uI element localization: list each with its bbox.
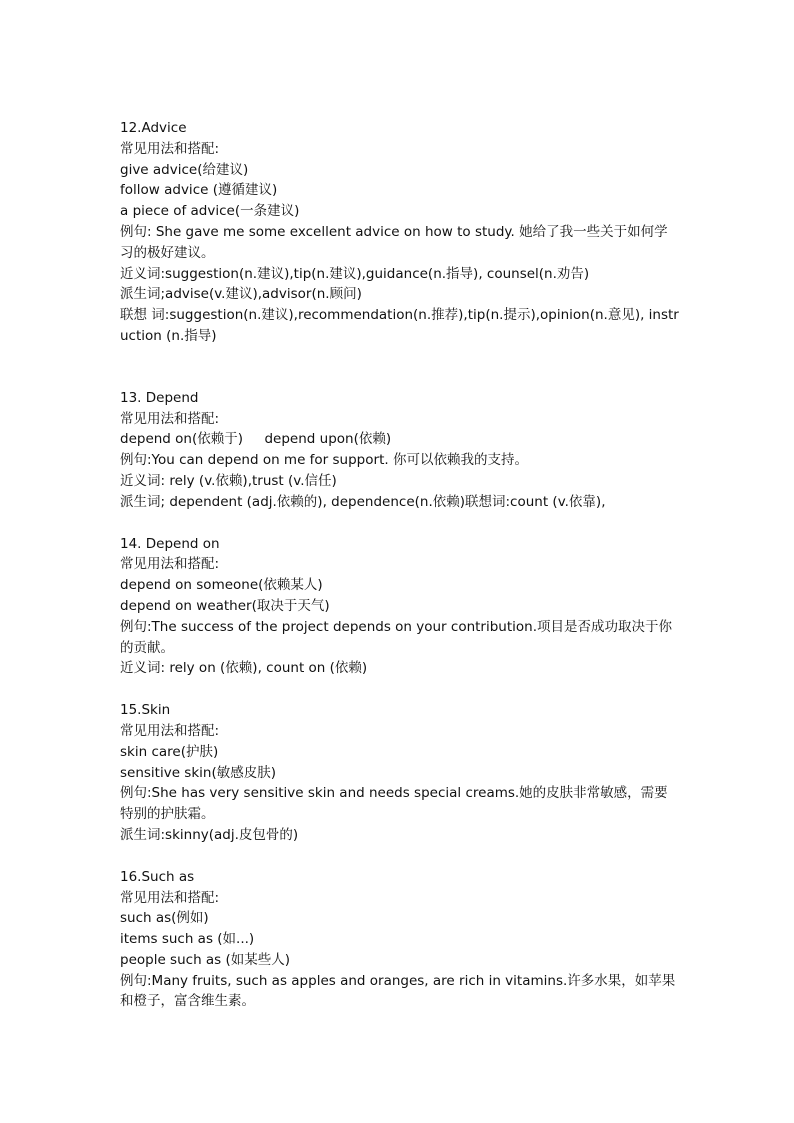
entry-advice	[120, 118, 680, 347]
collocation: give advice(给建议)	[120, 161, 249, 178]
example-sentence: 例句:You can depend on me for support. 你可以依赖我的支持。	[120, 452, 528, 469]
derivatives: 派生词:skinny(adj.皮包骨的)	[120, 826, 299, 843]
collocation: depend on weather(取决于天气)	[120, 597, 330, 614]
entry-such-as	[120, 867, 680, 1013]
entry-title: 14. Depend on	[120, 535, 220, 552]
usage-heading: 常见用法和搭配:	[120, 410, 220, 427]
example-sentence: 例句: She gave me some excellent advice on how to study. 她给了我一些关于如何学习的极好建议。	[120, 223, 668, 261]
collocation: items such as (如...)	[120, 931, 255, 948]
entry-skin	[120, 700, 680, 846]
entry-title: 15.Skin	[120, 702, 171, 719]
usage-heading: 常见用法和搭配:	[120, 889, 220, 906]
spacer	[120, 513, 680, 534]
spacer	[120, 846, 680, 867]
spacer	[120, 347, 680, 388]
synonyms: 近义词: rely on (依赖), count on (依赖)	[120, 660, 368, 677]
collocation: people such as (如某些人)	[120, 951, 291, 968]
collocation: depend on(依赖于) depend upon(依赖)	[120, 431, 392, 448]
example-sentence: 例句:Many fruits, such as apples and oranges, are rich in vitamins.许多水果，如苹果和橙子，富含维生素。	[120, 972, 676, 1010]
collocation: follow advice (遵循建议)	[120, 182, 278, 199]
collocation: skin care(护肤)	[120, 743, 219, 760]
example-sentence: 例句:She has very sensitive skin and needs special creams.她的皮肤非常敏感，需要特别的护肤霜。	[120, 785, 668, 823]
entry-depend	[120, 388, 680, 513]
example-sentence: 例句:The success of the project depends on your contribution.项目是否成功取决于你的贡献。	[120, 618, 673, 656]
derivatives: 派生词;advise(v.建议),advisor(n.顾问)	[120, 286, 362, 303]
usage-heading: 常见用法和搭配:	[120, 556, 220, 573]
derivatives: 派生词; dependent (adj.依赖的), dependence(n.依赖)联想词:count (v.依靠),	[120, 493, 606, 510]
associations: 联想 词:suggestion(n.建议),recommendation(n.推荐),tip(n.提示),opinion(n.意见), instruction (n.指导)	[120, 307, 679, 344]
collocation: sensitive skin(敏感皮肤)	[120, 764, 277, 781]
collocation: such as(例如)	[120, 910, 209, 927]
entry-title: 13. Depend	[120, 389, 199, 406]
synonyms: 近义词:suggestion(n.建议),tip(n.建议),guidance(n.指导), counsel(n.劝告)	[120, 265, 590, 282]
entry-title: 12.Advice	[120, 120, 187, 136]
usage-heading: 常见用法和搭配:	[120, 722, 220, 739]
collocation: depend on someone(依赖某人)	[120, 577, 323, 594]
entry-depend-on	[120, 534, 680, 680]
usage-heading: 常见用法和搭配:	[120, 140, 220, 157]
synonyms: 近义词: rely (v.依赖),trust (v.信任)	[120, 472, 337, 489]
spacer	[120, 679, 680, 700]
entry-title: 16.Such as	[120, 868, 195, 885]
document-page	[120, 118, 680, 1012]
collocation: a piece of advice(一条建议)	[120, 203, 300, 220]
